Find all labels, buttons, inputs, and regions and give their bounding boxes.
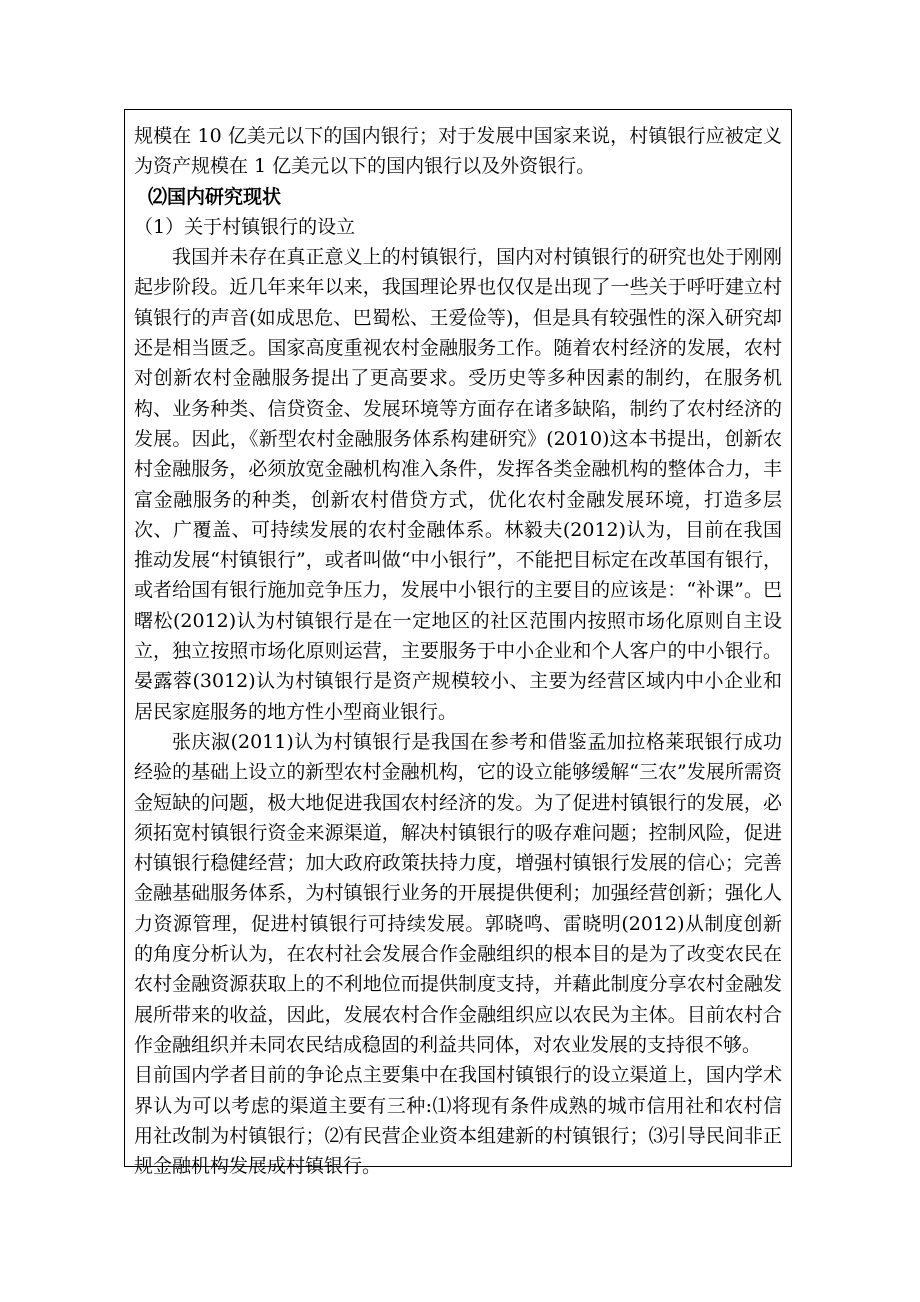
subsection-heading-establishment: （1）关于村镇银行的设立: [134, 215, 356, 238]
document-frame: [124, 109, 792, 1178]
paragraph-body-3: 目前国内学者目前的争论点主要集中在我国村镇银行的设立渠道上，国内学术界认为可以考虑的渠道主要有三种:⑴将现有条件成熟的城市信用社和农村信用社改制为村镇银行；⑵有民营企业资本组建新的村镇银行；⑶引导民间非正规金融机构发展成村镇银行。: [134, 1064, 782, 1178]
paragraph-body-2: 张庆淑(2011)认为村镇银行是我国在参考和借鉴孟加拉格莱珉银行成功经验的基础上设立的新型农村金融机构，它的设立能够缓解“三农”发展所需资金短缺的问题，极大地促进我国农村经济的发。为了促进村镇银行的发展，必须拓宽村镇银行资金来源渠道，解决村镇银行的吸存难问题；控制风险，促进村镇银行稳健经营；加大政府政策扶持力度，增强村镇银行发展的信心；完善金融基础服务体系，为村镇银行业务的开展提供便利；加强经营创新；强化人力资源管理，促进村镇银行可持续发展。郭晓鸣、雷晓明(2012)从制度创新的角度分析认为，在农村社会发展合作金融组织的根本目的是为了改变农民在农村金融资源获取上的不利地位而提供制度支持，并藉此制度分享农村金融发展所带来的收益，因此，发展农村合作金融组织应以农民为主体。目前农村合作金融组织并未同农民结成稳固的利益共同体，对农业发展的支持很不够。: [134, 730, 782, 1056]
section-heading-domestic-research: ⑵国内研究现状: [148, 185, 282, 208]
paragraph-body-1: 我国并未存在真正意义上的村镇银行，国内对村镇银行的研究也处于刚刚起步阶段。近几年来年以来，我国理论界也仅仅是出现了一些关于呼吁建立村镇银行的声音(如成思危、巴蜀松、王爱俭等)，但是具有较强性的深入研究却还是相当匮乏。国家高度重视农村金融服务工作。随着农村经济的发展，农村对创新农村金融服务提出了更高要求。受历史等多种因素的制约，在服务机构、业务种类、信贷资金、发展环境等方面存在诸多缺陷，制约了农村经济的发展。因此，《新型农村金融服务体系构建研究》(2010)这本书提出，创新农村金融服务，必须放宽金融机构准入条件，发挥各类金融机构的整体合力，丰富金融服务的种类，创新农村借贷方式，优化农村金融发展环境，打造多层次、广覆盖、可持续发展的农村金融体系。林毅夫(2012)认为，目前在我国推动发展“村镇银行”，或者叫做“中小银行”，不能把目标定在改革国有银行，或者给国有银行施加竞争压力，发展中小银行的主要目的应该是：“补课”。巴曙松(2012)认为村镇银行是在一定地区的社区范围内按照市场化原则自主设立，独立按照市场化原则运营，主要服务于中小企业和个人客户的中小银行。晏露蓉(3012)认为村镇银行是资产规模较小、主要为经营区域内中小企业和居民家庭服务的地方性小型商业银行。: [134, 246, 782, 723]
document-body: [134, 121, 782, 1181]
paragraph-continuation: 规模在 10 亿美元以下的国内银行；对于发展中国家来说，村镇银行应被定义为资产规模在 1 亿美元以下的国内银行以及外资银行。: [134, 125, 782, 178]
